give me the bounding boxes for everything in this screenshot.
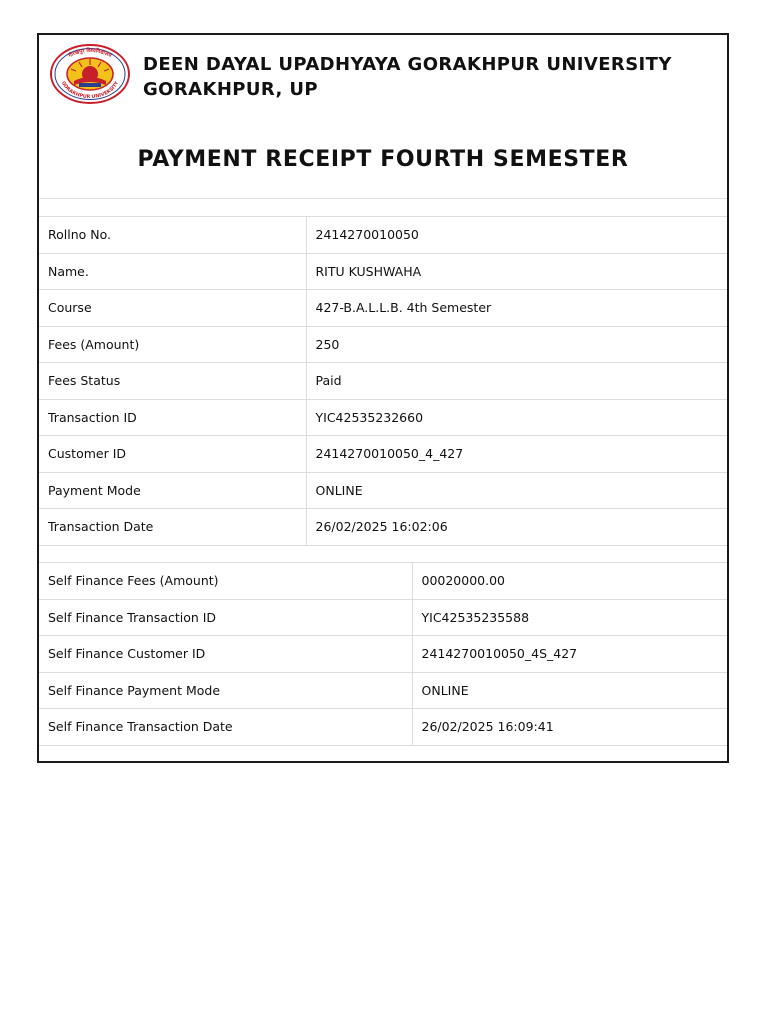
row-label: Self Finance Transaction Date: [39, 709, 412, 746]
table-row: [39, 326, 727, 363]
row-label: Transaction Date: [39, 509, 306, 546]
table-row: [39, 436, 727, 473]
table-row: [39, 253, 727, 290]
row-label: Payment Mode: [39, 472, 306, 509]
row-value: 26/02/2025 16:09:41: [412, 709, 727, 746]
table-row: [39, 217, 727, 254]
row-value: RITU KUSHWAHA: [306, 253, 727, 290]
university-logo: [49, 43, 131, 105]
row-label: Name.: [39, 253, 306, 290]
table-row: [39, 672, 727, 709]
table-row: [39, 399, 727, 436]
row-label: Fees (Amount): [39, 326, 306, 363]
university-city: GORAKHPUR, UP: [143, 79, 318, 100]
row-value: YIC42535235588: [412, 599, 727, 636]
row-value: 2414270010050_4_427: [306, 436, 727, 473]
fee-details-table: [39, 216, 727, 546]
table-row: [39, 363, 727, 400]
row-value: Paid: [306, 363, 727, 400]
row-label: Rollno No.: [39, 217, 306, 254]
table-row: [39, 472, 727, 509]
row-label: Self Finance Transaction ID: [39, 599, 412, 636]
logo-text-top: गोरखपुर विश्वविद्यालय: [67, 47, 113, 60]
receipt-title: PAYMENT RECEIPT FOURTH SEMESTER: [137, 147, 629, 172]
row-value: ONLINE: [306, 472, 727, 509]
row-label: Fees Status: [39, 363, 306, 400]
table-row: [39, 599, 727, 636]
row-label: Customer ID: [39, 436, 306, 473]
receipt-header: [39, 35, 727, 199]
row-label: Self Finance Payment Mode: [39, 672, 412, 709]
row-value: 427-B.A.L.L.B. 4th Semester: [306, 290, 727, 327]
payment-receipt: [37, 33, 729, 763]
row-label: Transaction ID: [39, 399, 306, 436]
row-value: 250: [306, 326, 727, 363]
row-label: Self Finance Customer ID: [39, 636, 412, 673]
row-value: ONLINE: [412, 672, 727, 709]
row-value: YIC42535232660: [306, 399, 727, 436]
logo-text-bottom: GORAKHPUR UNIVERSITY: [59, 80, 121, 101]
university-name: DEEN DAYAL UPADHYAYA GORAKHPUR UNIVERSITY: [143, 54, 672, 75]
row-value: 00020000.00: [412, 563, 727, 600]
row-label: Course: [39, 290, 306, 327]
row-value: 2414270010050_4S_427: [412, 636, 727, 673]
row-value: 26/02/2025 16:02:06: [306, 509, 727, 546]
table-row: [39, 636, 727, 673]
table-row: [39, 563, 727, 600]
table-row: [39, 290, 727, 327]
self-finance-table: [39, 562, 727, 746]
row-value: 2414270010050: [306, 217, 727, 254]
table-row: [39, 709, 727, 746]
header-divider: [39, 198, 727, 199]
row-label: Self Finance Fees (Amount): [39, 563, 412, 600]
table-row: [39, 509, 727, 546]
